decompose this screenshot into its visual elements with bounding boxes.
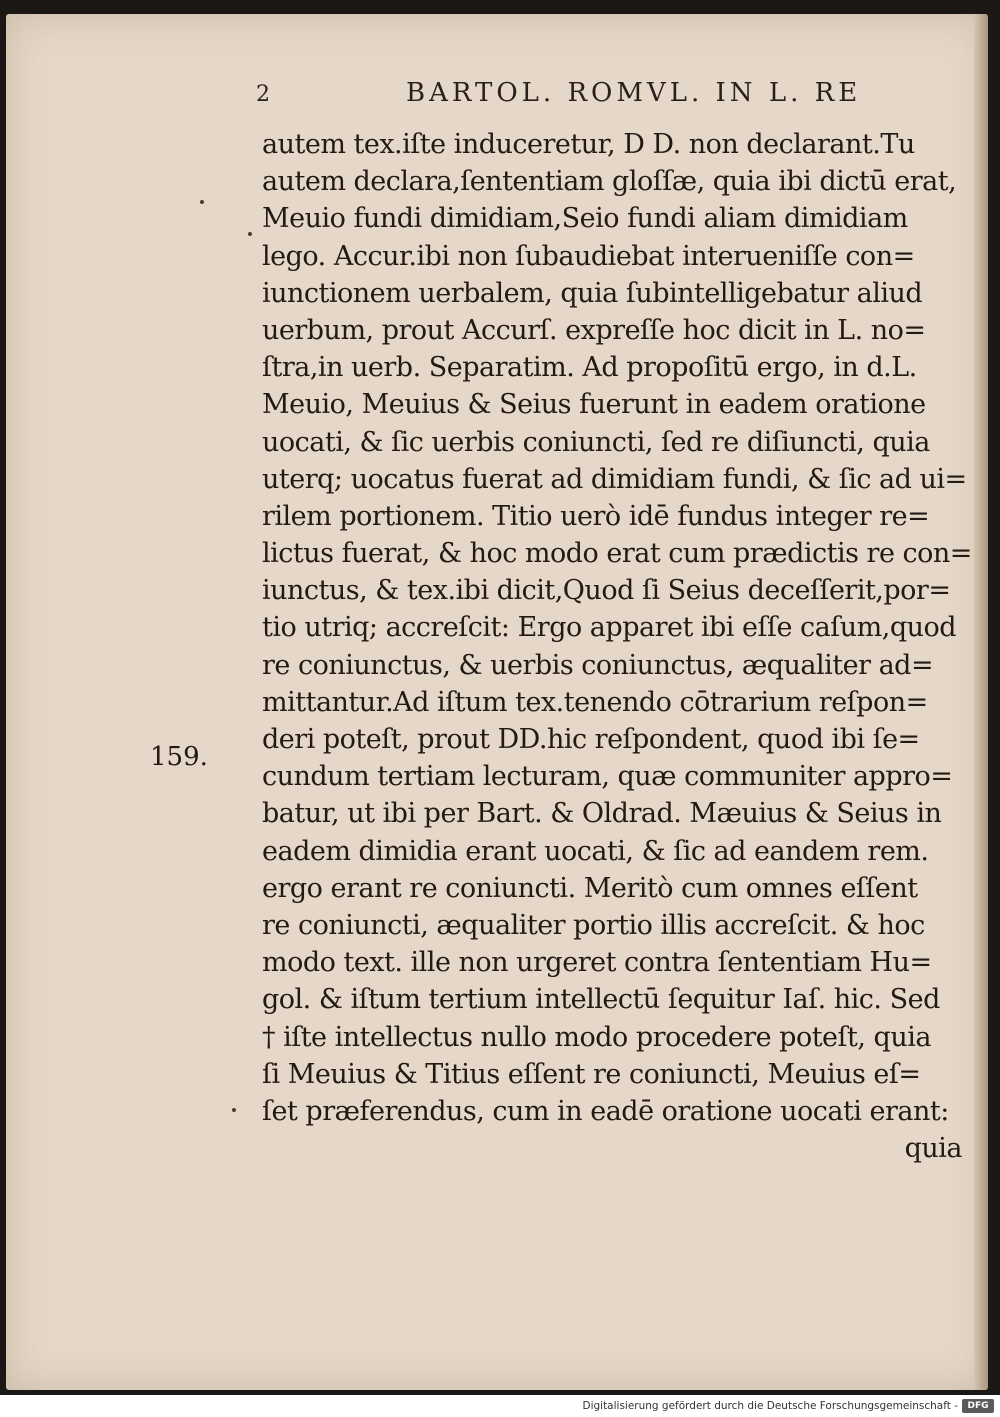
text-line: ſet præferendus, cum in eadē oratione uocati erant: [262, 1095, 949, 1127]
ink-speck [248, 232, 252, 236]
text-line: mittantur.Ad iſtum tex.tenendo cōtrarium reſpon= [262, 686, 928, 718]
footer-credit: Digitalisierung gefördert durch die Deutsche Forschungsgemeinschaft - [582, 1400, 958, 1412]
text-line: lictus fuerat, & hoc modo erat cum prædictis re con= [262, 538, 972, 570]
text-line: uocati, & ſic uerbis coniuncti, ſed re diſiuncti, quia [262, 426, 930, 458]
text-line: iunctus, & tex.ibi dicit,Quod ſi Seius deceſſerit,por= [262, 575, 951, 607]
text-line: autem tex.iſte induceretur, D D. non declarant.Tu [262, 129, 915, 160]
text-line: tio utriq; accreſcit: Ergo apparet ibi eſſe caſum,quod [262, 612, 957, 644]
text-line: Meuio, Meuius & Seius fuerunt in eadem oratione [262, 389, 926, 421]
text-line: ſtra,in uerb. Separatim. Ad propoſitū ergo, in d.L. [262, 352, 917, 384]
footer-bar [0, 1395, 1000, 1417]
text-line: lego. Accur.ibi non ſubaudiebat interueniſſe con= [262, 240, 915, 272]
ink-speck [232, 1108, 236, 1112]
text-line: ergo erant re coniuncti. Meritò cum omnes eſſent [262, 872, 918, 904]
text-line: modo text. ille non urgeret contra ſententiam Hu= [262, 947, 932, 979]
text-line: iunctionem uerbalem, quia ſubintelligebatur aliud [262, 277, 923, 309]
text-line: batur, ut ibi per Bart. & Oldrad. Mæuius & Seius in [262, 798, 942, 830]
running-head [256, 78, 896, 114]
main-text [262, 126, 972, 1167]
text-line: autem declara,ſententiam gloſſæ, quia ibi dictū erat, [262, 166, 957, 198]
text-line: gol. & iſtum tertium intellectū ſequitur Iaſ. hic. Sed [262, 984, 940, 1016]
text-line: eadem dimidia erant uocati, & ſic ad eandem rem. [262, 835, 929, 867]
running-title: BARTOL. ROMVL. IN L. RE [406, 78, 862, 108]
text-line: rilem portionem. Titio uerò idē fundus integer re= [262, 500, 930, 532]
text-line: ſi Meuius & Titius eſſent re coniuncti, Meuius eſ= [262, 1058, 921, 1090]
text-line: deri poteſt, prout DD.hic reſpondent, quod ibi ſe= [262, 724, 920, 755]
text-line: Meuio fundi dimidiam,Seio fundi aliam dimidiam [262, 203, 908, 235]
text-line: † iſte intellectus nullo modo procedere poteſt, quia [262, 1021, 931, 1053]
catchword: quia [904, 1133, 962, 1165]
text-line: uterq; uocatus fuerat ad dimidiam fundi, & ſic ad ui= [262, 463, 967, 495]
folio-mark: 2 [256, 82, 270, 107]
dfg-logo: DFG [962, 1399, 994, 1413]
ink-speck [200, 200, 204, 204]
text-line: uerbum, prout Accurſ. expreſſe hoc dicit in L. no= [262, 314, 926, 346]
text-line: re coniuncti, æqualiter portio illis accreſcit. & hoc [262, 909, 925, 941]
text-line: cundum tertiam lecturam, quæ communiter appro= [262, 761, 953, 793]
page-edge [974, 14, 988, 1390]
text-line: re coniunctus, & uerbis coniunctus, æqualiter ad= [262, 649, 934, 681]
margin-note: 159. [150, 742, 208, 772]
